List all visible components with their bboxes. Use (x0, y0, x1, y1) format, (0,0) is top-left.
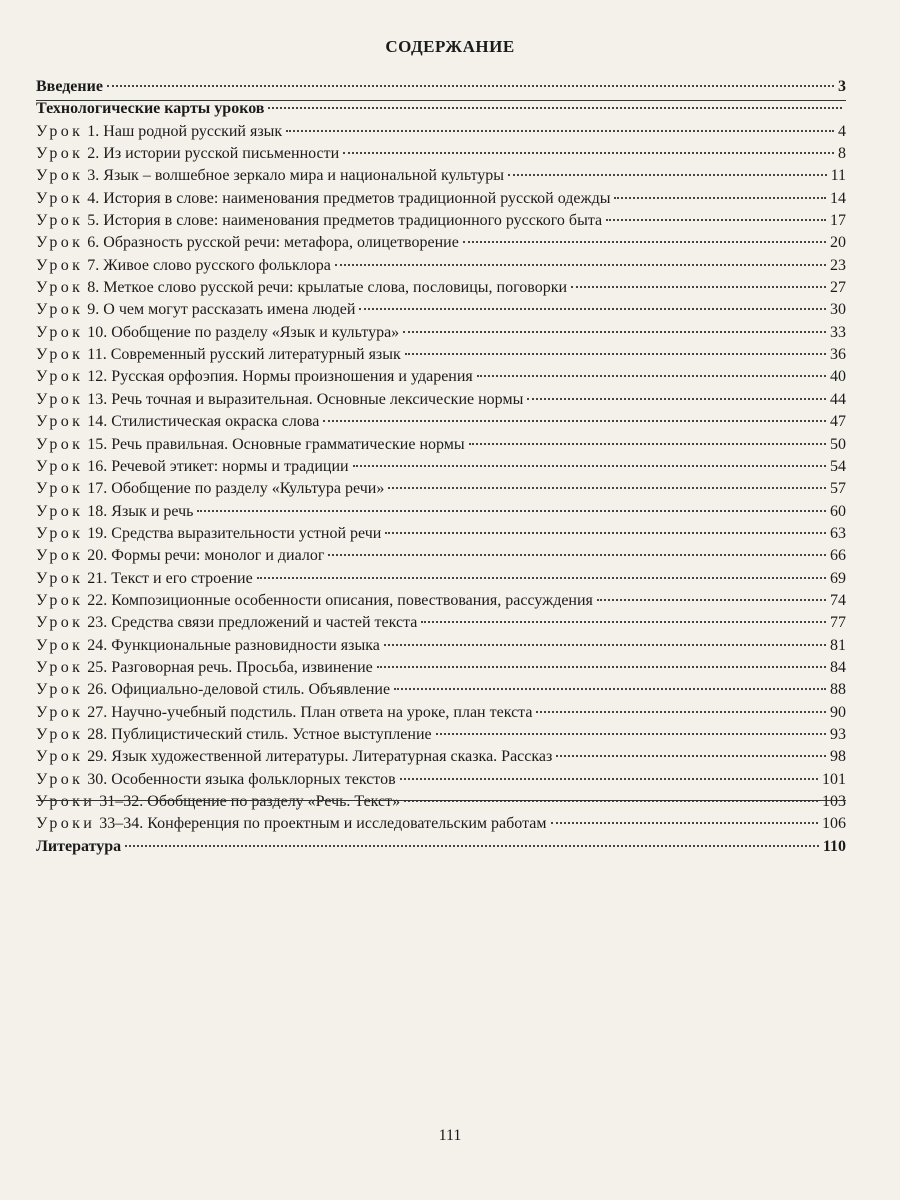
toc-entry-title: 16. Речевой этикет: нормы и традиции (87, 457, 349, 475)
toc-entry-page: 103 (822, 793, 846, 810)
toc-entry-title: 24. Функциональные разновидности языка (87, 636, 380, 654)
toc-entry-label (36, 570, 253, 588)
dot-leader (614, 197, 826, 199)
toc-entry (36, 190, 846, 212)
lesson-prefix: Урок (36, 189, 84, 207)
lesson-prefix: Урок (36, 703, 84, 721)
dot-leader (286, 130, 834, 132)
dot-leader (125, 845, 819, 847)
table-of-contents (36, 78, 846, 860)
lesson-prefix: Урок (36, 323, 84, 341)
dot-leader (323, 420, 826, 422)
lesson-prefix: Урок (36, 502, 84, 520)
toc-entry (36, 681, 846, 703)
toc-entry-label (36, 100, 264, 118)
toc-entry-label (36, 525, 381, 543)
dot-leader (597, 599, 826, 601)
toc-entry (36, 346, 846, 368)
toc-entry-label (36, 503, 193, 521)
toc-entry (36, 793, 846, 815)
toc-entry (36, 838, 846, 860)
toc-entry (36, 592, 846, 614)
toc-entry-label (36, 279, 567, 297)
lesson-prefix: Урок (36, 167, 84, 185)
toc-entry-page: 4 (838, 122, 846, 140)
toc-entry-page: 66 (830, 547, 846, 565)
toc-entry-label (36, 748, 552, 766)
lesson-prefix: Урок (36, 770, 84, 788)
dot-leader (384, 644, 826, 646)
toc-entry (36, 436, 846, 458)
dot-leader (551, 822, 819, 824)
toc-entry-page: 33 (830, 323, 846, 341)
toc-entry (36, 145, 846, 167)
dot-leader (268, 107, 842, 109)
toc-entry-label (36, 167, 504, 185)
toc-entry-label (36, 257, 331, 275)
toc-entry-label (36, 726, 432, 744)
toc-entry-page: 88 (830, 681, 846, 699)
lesson-prefix: Уроки (36, 815, 96, 833)
toc-entry-title: 9. О чем могут рассказать имена людей (87, 301, 356, 319)
page-number: 111 (438, 1127, 462, 1144)
toc-entry-page: 90 (830, 703, 846, 721)
toc-entry-label (36, 592, 593, 610)
toc-entry-title: Технологические карты уроков (36, 100, 265, 118)
toc-entry-title: Введение (36, 78, 103, 95)
toc-entry (36, 78, 846, 100)
toc-entry (36, 525, 846, 547)
toc-entry-page: 17 (830, 212, 846, 230)
toc-entry (36, 279, 846, 301)
toc-entry-title: 7. Живое слово русского фольклора (87, 256, 331, 274)
toc-entry-label (36, 413, 319, 431)
toc-entry-title: 4. История в слове: наименования предметов традиционной русской одежды (87, 189, 611, 207)
toc-entry-label (36, 793, 400, 811)
dot-leader (353, 465, 826, 467)
toc-entry-page: 54 (830, 457, 846, 475)
toc-entry-page: 20 (830, 234, 846, 252)
toc-entry (36, 458, 846, 480)
toc-entry (36, 547, 846, 569)
toc-entry-title: 30. Особенности языка фольклорных текстов (87, 770, 396, 788)
toc-entry-page: 57 (830, 480, 846, 498)
dot-leader (405, 353, 826, 355)
toc-entry-title: 11. Современный русский литературный язык (87, 346, 401, 364)
toc-entry (36, 391, 846, 413)
toc-entry-page: 63 (830, 524, 846, 542)
lesson-prefix: Урок (36, 122, 84, 140)
toc-entry-label (36, 681, 390, 699)
lesson-prefix: Урок (36, 636, 84, 654)
dot-leader (388, 487, 826, 489)
toc-entry-page: 60 (830, 502, 846, 520)
toc-entry (36, 413, 846, 435)
toc-entry (36, 704, 846, 726)
lesson-prefix: Урок (36, 658, 84, 676)
toc-entry-page: 30 (830, 301, 846, 319)
toc-entry-title: 22. Композиционные особенности описания, повествования, рассуждения (87, 591, 593, 609)
section-divider (36, 100, 846, 101)
toc-entry-title: 20. Формы речи: монолог и диалог (87, 547, 325, 565)
toc-entry-page: 36 (830, 346, 846, 364)
toc-entry-label (36, 346, 401, 364)
toc-entry-label (36, 659, 373, 677)
toc-entry-label (36, 301, 355, 319)
toc-entry-title: 25. Разговорная речь. Просьба, извинение (87, 658, 373, 676)
toc-entry (36, 167, 846, 189)
toc-entry-title: 1. Наш родной русский язык (87, 122, 283, 140)
toc-entry-page: 106 (822, 815, 846, 833)
page-title: СОДЕРЖАНИЕ (385, 37, 515, 56)
toc-entry (36, 659, 846, 681)
toc-entry-title: 5. История в слове: наименования предметов традиционного русского быта (87, 212, 603, 230)
toc-entry-page: 23 (830, 256, 846, 274)
toc-entry-title: Литература (36, 837, 122, 855)
toc-entry-label (36, 368, 473, 386)
dot-leader (335, 264, 826, 266)
dot-leader (403, 331, 826, 333)
dot-leader (328, 554, 826, 556)
toc-entry-page: 3 (838, 78, 846, 95)
toc-entry-page: 69 (830, 569, 846, 587)
lesson-prefix: Урок (36, 681, 84, 699)
toc-entry-label (36, 123, 282, 141)
dot-leader (536, 711, 826, 713)
dot-leader (343, 152, 834, 154)
toc-entry-title: 28. Публицистический стиль. Устное выступление (87, 725, 432, 743)
toc-entry (36, 815, 846, 837)
toc-entry-page: 44 (830, 390, 846, 408)
toc-entry-page: 14 (830, 189, 846, 207)
toc-entry (36, 748, 846, 770)
lesson-prefix: Урок (36, 234, 84, 252)
toc-entry-label (36, 324, 399, 342)
toc-entry-label (36, 480, 384, 498)
toc-entry-page: 11 (830, 167, 846, 185)
toc-entry (36, 123, 846, 145)
toc-entry-page: 101 (822, 770, 846, 788)
toc-entry (36, 368, 846, 390)
dot-leader (385, 532, 826, 534)
lesson-prefix: Урок (36, 145, 84, 163)
lesson-prefix: Урок (36, 413, 84, 431)
toc-entry-label (36, 212, 602, 230)
dot-leader (571, 286, 826, 288)
toc-entry-page: 77 (830, 614, 846, 632)
toc-entry (36, 771, 846, 793)
lesson-prefix: Урок (36, 591, 84, 609)
dot-leader (394, 688, 826, 690)
lesson-prefix: Урок (36, 748, 84, 766)
toc-entry-label (36, 815, 547, 833)
toc-entry-title: 12. Русская орфоэпия. Нормы произношения и ударения (87, 368, 473, 386)
toc-entry-title: 29. Язык художественной литературы. Литературная сказка. Рассказ (87, 748, 553, 766)
toc-entry (36, 301, 846, 323)
toc-entry-label (36, 391, 523, 409)
dot-leader (421, 621, 826, 623)
section-divider (36, 800, 846, 801)
toc-entry (36, 614, 846, 636)
dot-leader (463, 241, 826, 243)
toc-entry-title: 3. Язык – волшебное зеркало мира и национальной культуры (87, 167, 505, 185)
toc-entry (36, 480, 846, 502)
dot-leader (508, 174, 827, 176)
toc-entry-page: 98 (830, 748, 846, 766)
toc-entry-page: 93 (830, 725, 846, 743)
dot-leader (107, 85, 834, 87)
lesson-prefix: Урок (36, 569, 84, 587)
toc-entry-label (36, 234, 459, 252)
toc-entry (36, 570, 846, 592)
toc-entry-title: 23. Средства связи предложений и частей текста (87, 614, 418, 632)
toc-entry (36, 100, 846, 122)
dot-leader (400, 778, 818, 780)
toc-entry-label (36, 547, 324, 565)
toc-entry-title: 31–32. Обобщение по разделу «Речь. Текст» (99, 793, 401, 810)
lesson-prefix: Урок (36, 346, 84, 364)
toc-entry-title: 2. Из истории русской письменности (87, 145, 340, 163)
toc-entry (36, 257, 846, 279)
toc-entry-page: 8 (838, 145, 846, 163)
toc-entry-label (36, 771, 396, 789)
toc-entry-title: 26. Официально-деловой стиль. Объявление (87, 681, 391, 699)
lesson-prefix: Урок (36, 547, 84, 565)
lesson-prefix: Урок (36, 480, 84, 498)
toc-entry-label (36, 704, 532, 722)
toc-entry-label (36, 190, 610, 208)
dot-leader (197, 510, 826, 512)
toc-entry-title: 6. Образность русской речи: метафора, олицетворение (87, 234, 459, 252)
lesson-prefix: Урок (36, 725, 84, 743)
toc-entry-page: 50 (830, 435, 846, 453)
dot-leader (556, 755, 826, 757)
toc-entry-title: 15. Речь правильная. Основные грамматические нормы (87, 435, 465, 453)
toc-entry-page: 74 (830, 591, 846, 609)
dot-leader (606, 219, 826, 221)
dot-leader (377, 666, 826, 668)
toc-entry (36, 726, 846, 748)
toc-entry-title: 13. Речь точная и выразительная. Основные лексические нормы (87, 390, 524, 408)
toc-entry-label (36, 614, 417, 632)
dot-leader (436, 733, 826, 735)
toc-entry-title: 10. Обобщение по разделу «Язык и культура» (87, 323, 400, 341)
toc-entry (36, 212, 846, 234)
toc-entry-title: 19. Средства выразительности устной речи (87, 524, 382, 542)
dot-leader (477, 375, 826, 377)
lesson-prefix: Урок (36, 279, 84, 297)
toc-entry-page: 27 (830, 279, 846, 297)
toc-entry-title: 14. Стилистическая окраска слова (87, 413, 320, 431)
toc-entry-page: 40 (830, 368, 846, 386)
toc-entry-label (36, 78, 103, 96)
lesson-prefix: Урок (36, 457, 84, 475)
toc-entry-page: 110 (822, 837, 846, 855)
toc-entry-page: 47 (830, 413, 846, 431)
lesson-prefix: Урок (36, 301, 84, 319)
toc-entry-label (36, 458, 349, 476)
toc-entry-label (36, 637, 380, 655)
lesson-prefix: Урок (36, 212, 84, 230)
lesson-prefix: Уроки (36, 793, 96, 810)
dot-leader (359, 308, 826, 310)
toc-entry-title: 17. Обобщение по разделу «Культура речи» (87, 480, 385, 498)
lesson-prefix: Урок (36, 390, 84, 408)
lesson-prefix: Урок (36, 524, 84, 542)
lesson-prefix: Урок (36, 368, 84, 386)
lesson-prefix: Урок (36, 256, 84, 274)
toc-entry (36, 324, 846, 346)
toc-entry-title: 18. Язык и речь (87, 502, 194, 520)
toc-entry-label (36, 838, 121, 856)
toc-entry-title: 27. Научно-учебный подстиль. План ответа на уроке, план текста (87, 703, 533, 721)
toc-entry-page: 84 (830, 658, 846, 676)
toc-entry-title: 8. Меткое слово русской речи: крылатые слова, пословицы, поговорки (87, 279, 568, 297)
toc-entry-label (36, 436, 465, 454)
toc-entry-page: 81 (830, 636, 846, 654)
toc-entry (36, 503, 846, 525)
toc-entry (36, 234, 846, 256)
dot-leader (469, 443, 826, 445)
toc-entry (36, 637, 846, 659)
toc-entry-label (36, 145, 339, 163)
toc-entry-title: 33–34. Конференция по проектным и исследовательским работам (99, 815, 547, 833)
lesson-prefix: Урок (36, 614, 84, 632)
lesson-prefix: Урок (36, 435, 84, 453)
dot-leader (257, 577, 826, 579)
dot-leader (527, 398, 826, 400)
toc-entry-title: 21. Текст и его строение (87, 569, 253, 587)
